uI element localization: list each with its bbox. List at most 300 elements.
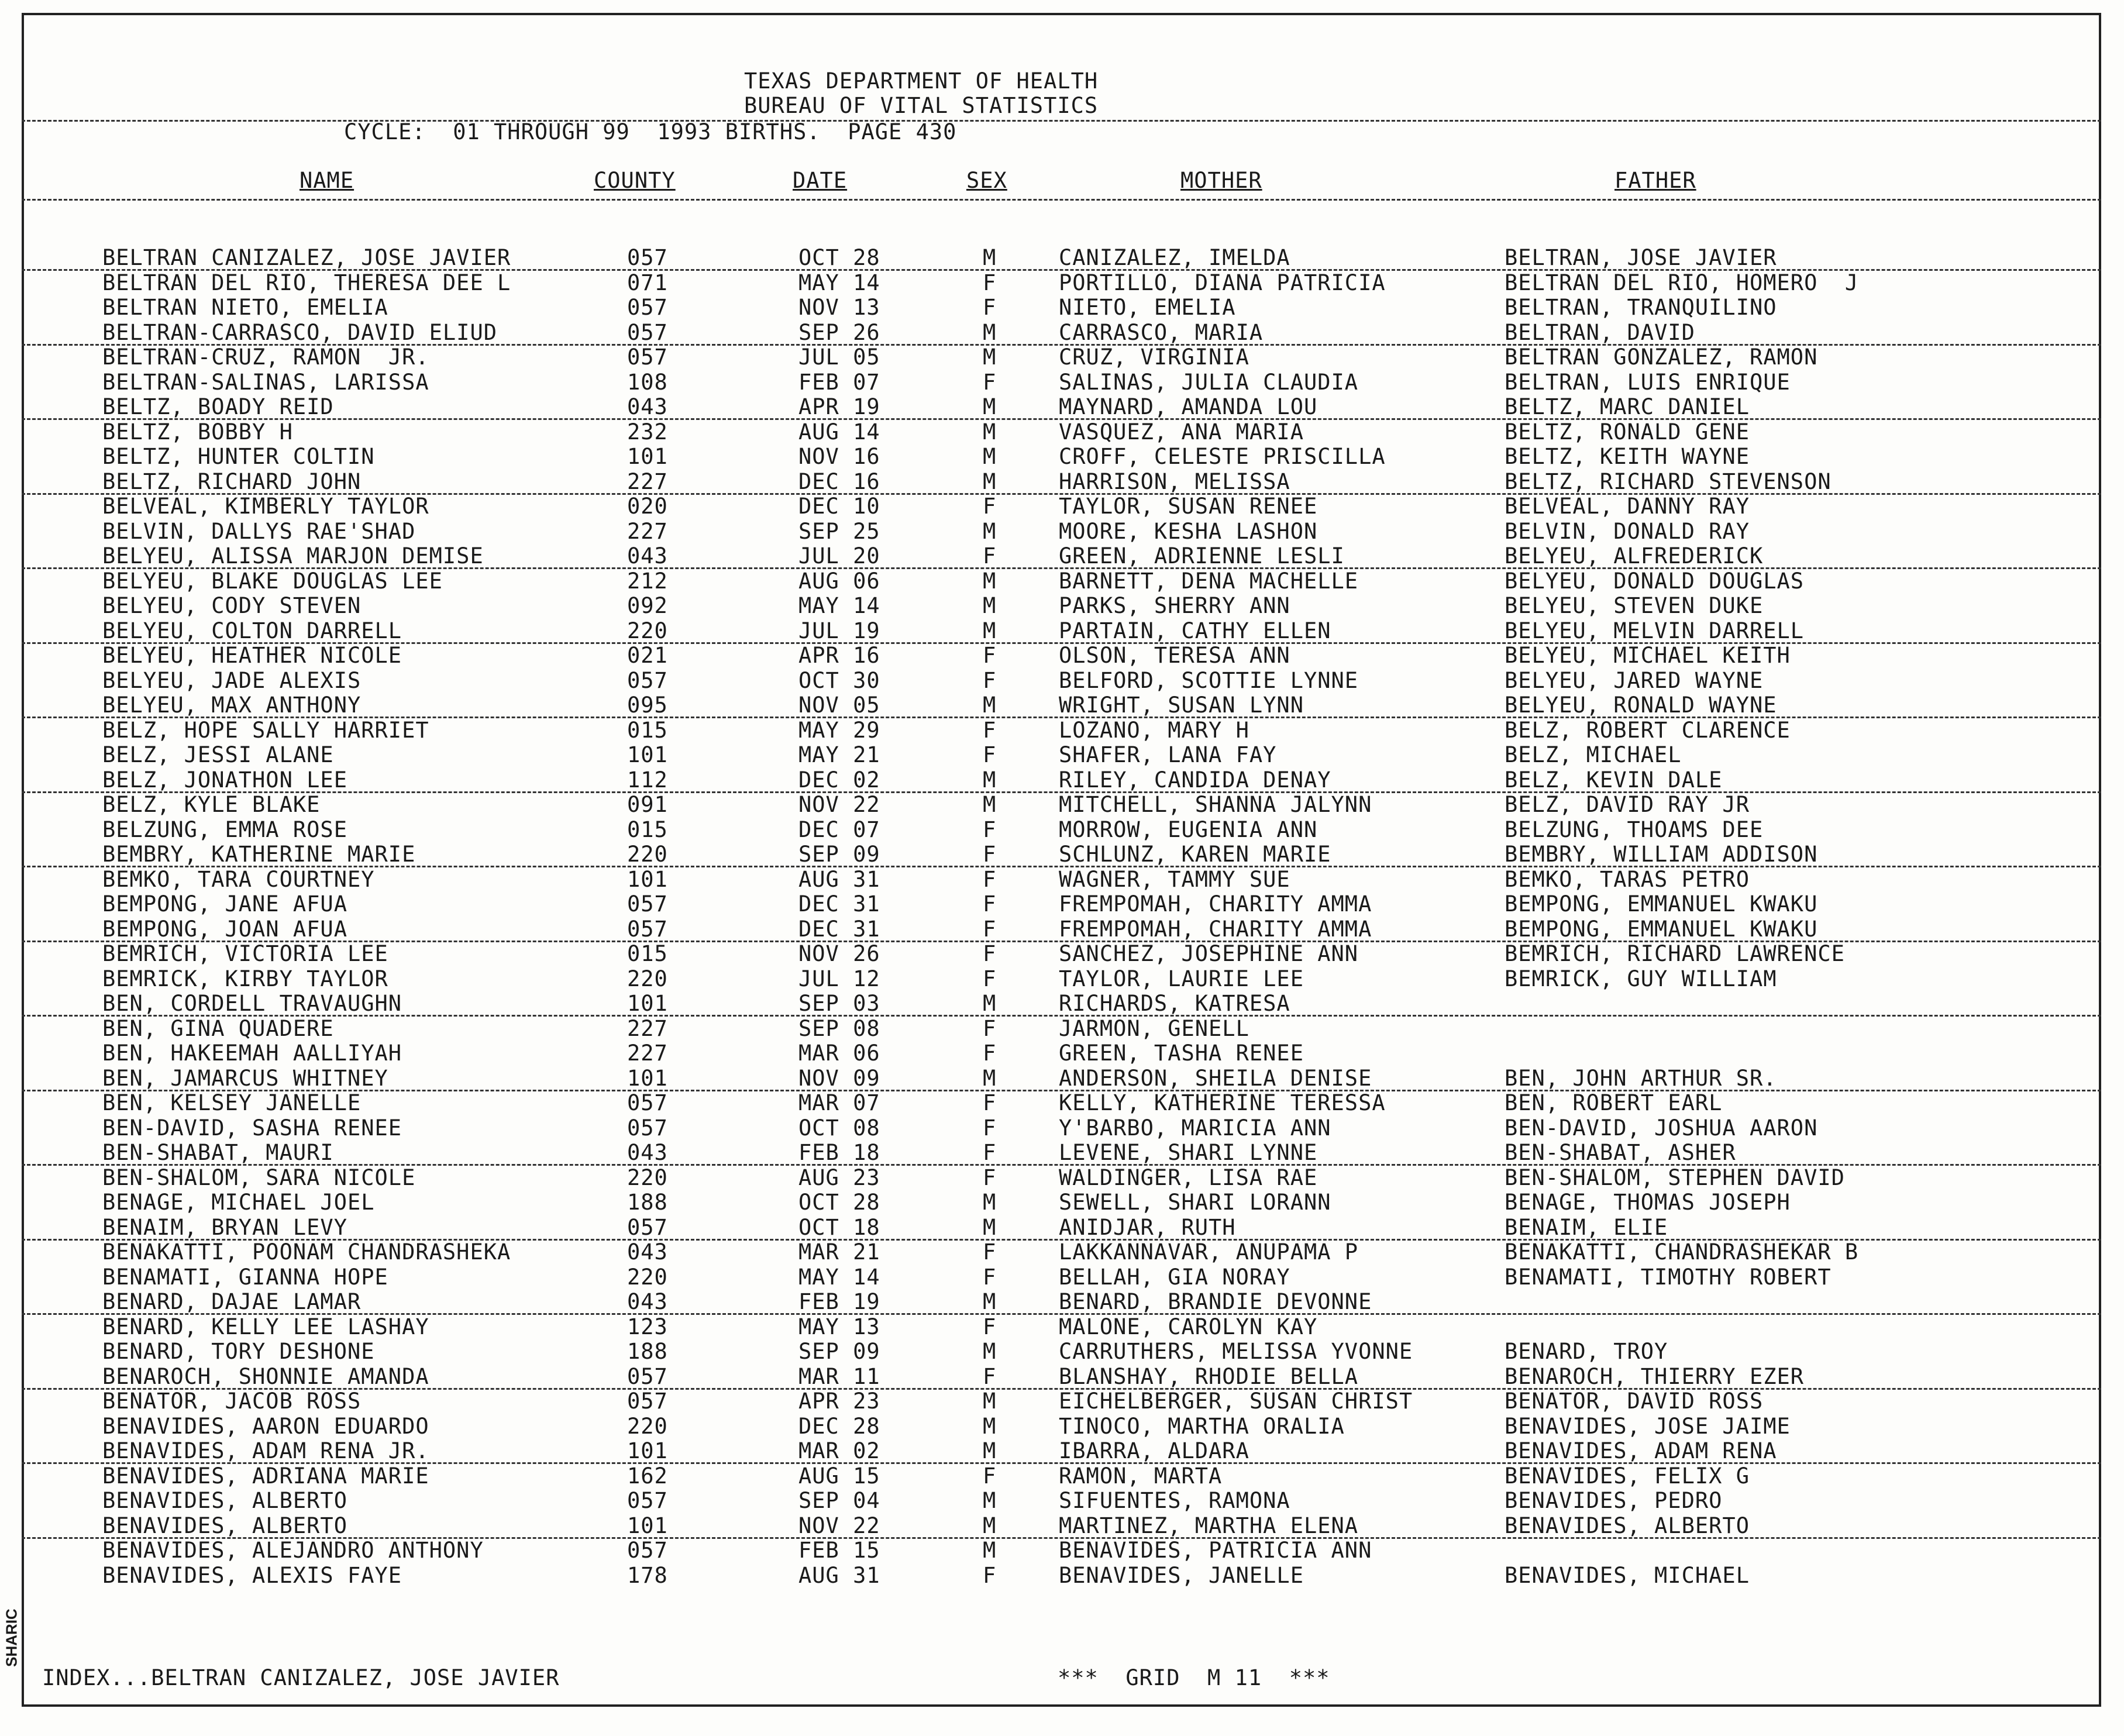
row-date: APR 19 — [798, 394, 880, 419]
row-date: APR 16 — [798, 643, 880, 668]
row-father: BELYEU, RONALD WAYNE — [1505, 693, 1777, 718]
row-county: 108 — [627, 369, 668, 395]
row-date: DEC 28 — [798, 1413, 880, 1439]
row-mother: RAMON, MARTA — [1059, 1463, 1223, 1489]
row-sex: F — [983, 1314, 997, 1339]
row-mother: MITCHELL, SHANNA JALYNN — [1059, 792, 1372, 817]
row-name: BEN, CORDELL TRAVAUGHN — [102, 991, 402, 1016]
row-date: MAR 21 — [798, 1239, 880, 1265]
row-name: BENAKATTI, POONAM CHANDRASHEKA — [102, 1239, 511, 1265]
row-county: 220 — [627, 1264, 668, 1290]
row-date: SEP 08 — [798, 1015, 880, 1041]
row-sex: M — [983, 1339, 997, 1364]
row-name: BELTRAN NIETO, EMELIA — [102, 295, 388, 320]
row-county: 057 — [627, 1538, 668, 1563]
row-sex: M — [983, 394, 997, 419]
row-name: BENARD, KELLY LEE LASHAY — [102, 1314, 429, 1339]
row-county: 178 — [627, 1562, 668, 1588]
row-name: BEMKO, TARA COURTNEY — [102, 866, 375, 892]
row-name: BELZ, JESSI ALANE — [102, 742, 334, 767]
row-father: BENAVIDES, ALBERTO — [1505, 1513, 1750, 1538]
row-date: FEB 15 — [798, 1538, 880, 1563]
row-mother: CARRUTHERS, MELISSA YVONNE — [1059, 1339, 1413, 1364]
row-father: BEN-SHABAT, ASHER — [1505, 1140, 1736, 1165]
row-county: 188 — [627, 1190, 668, 1215]
row-sex: M — [983, 444, 997, 469]
row-county: 188 — [627, 1339, 668, 1364]
row-date: MAY 13 — [798, 1314, 880, 1339]
row-date: SEP 25 — [798, 518, 880, 544]
row-county: 057 — [627, 245, 668, 270]
row-father: BELTZ, MARC DANIEL — [1505, 394, 1750, 419]
row-county: 162 — [627, 1463, 668, 1489]
row-sex: M — [983, 518, 997, 544]
row-county: 057 — [627, 345, 668, 370]
row-father: BENAVIDES, PEDRO — [1505, 1488, 1723, 1513]
row-name: BELYEU, CODY STEVEN — [102, 593, 362, 618]
row-date: MAY 29 — [798, 717, 880, 743]
row-mother: BENAVIDES, JANELLE — [1059, 1562, 1304, 1588]
row-mother: Y'BARBO, MARICIA ANN — [1059, 1115, 1331, 1141]
row-sex: M — [983, 1214, 997, 1240]
row-father: BELTZ, RONALD GENE — [1505, 419, 1750, 445]
row-father: BENAROCH, THIERRY EZER — [1505, 1363, 1805, 1389]
row-sex: F — [983, 817, 997, 842]
row-date: OCT 18 — [798, 1214, 880, 1240]
row-sex: F — [983, 1562, 997, 1588]
row-sex: F — [983, 866, 997, 892]
row-name: BENAVIDES, ADRIANA MARIE — [102, 1463, 429, 1489]
row-name: BELZ, HOPE SALLY HARRIET — [102, 717, 429, 743]
col-header-county: COUNTY — [594, 168, 676, 193]
row-father: BELTRAN, JOSE JAVIER — [1505, 245, 1777, 270]
row-name: BELTRAN-SALINAS, LARISSA — [102, 369, 429, 395]
row-sex: M — [983, 1389, 997, 1414]
row-mother: SALINAS, JULIA CLAUDIA — [1059, 369, 1359, 395]
row-father: BENAKATTI, CHANDRASHEKAR B — [1505, 1239, 1859, 1265]
row-date: SEP 09 — [798, 1339, 880, 1364]
row-date: MAR 07 — [798, 1090, 880, 1115]
row-father: BEMKO, TARAS PETRO — [1505, 866, 1750, 892]
row-date: NOV 26 — [798, 941, 880, 966]
row-father: BELTRAN, LUIS ENRIQUE — [1505, 369, 1791, 395]
row-name: BEMBRY, KATHERINE MARIE — [102, 842, 416, 867]
row-county: 220 — [627, 842, 668, 867]
col-header-name: NAME — [300, 168, 354, 193]
row-name: BELVEAL, KIMBERLY TAYLOR — [102, 494, 429, 519]
row-mother: JARMON, GENELL — [1059, 1015, 1249, 1041]
row-name: BENAVIDES, ADAM RENA JR. — [102, 1438, 429, 1463]
row-mother: TINOCO, MARTHA ORALIA — [1059, 1413, 1345, 1439]
row-date: APR 23 — [798, 1389, 880, 1414]
row-date: OCT 30 — [798, 667, 880, 693]
row-father: BEMRICK, GUY WILLIAM — [1505, 966, 1777, 991]
row-name: BEN, HAKEEMAH AALLIYAH — [102, 1041, 402, 1066]
row-date: JUL 20 — [798, 543, 880, 569]
row-date: AUG 31 — [798, 1562, 880, 1588]
row-name: BELZ, KYLE BLAKE — [102, 792, 321, 817]
row-date: DEC 31 — [798, 891, 880, 917]
row-father: BELYEU, ALFREDERICK — [1505, 543, 1764, 569]
row-county: 021 — [627, 643, 668, 668]
row-date: SEP 03 — [798, 991, 880, 1016]
row-name: BELYEU, BLAKE DOUGLAS LEE — [102, 568, 443, 594]
cycle-line: CYCLE: 01 THROUGH 99 1993 BIRTHS. PAGE 430 — [344, 119, 957, 144]
row-sex: M — [983, 1488, 997, 1513]
col-header-father: FATHER — [1614, 168, 1696, 193]
row-name: BELTZ, BOBBY H — [102, 419, 293, 445]
row-date: DEC 07 — [798, 817, 880, 842]
row-sex: M — [983, 319, 997, 345]
row-name: BEMPONG, JOAN AFUA — [102, 916, 347, 942]
row-father: BELYEU, MELVIN DARRELL — [1505, 618, 1805, 643]
row-date: MAR 11 — [798, 1363, 880, 1389]
row-county: 057 — [627, 667, 668, 693]
row-county: 057 — [627, 1214, 668, 1240]
row-sex: M — [983, 693, 997, 718]
row-county: 101 — [627, 1438, 668, 1463]
row-sex: F — [983, 966, 997, 991]
row-date: MAY 14 — [798, 1264, 880, 1290]
row-father: BENAVIDES, MICHAEL — [1505, 1562, 1750, 1588]
row-county: 057 — [627, 1090, 668, 1115]
row-county: 015 — [627, 717, 668, 743]
row-mother: WRIGHT, SUSAN LYNN — [1059, 693, 1304, 718]
row-name: BENAVIDES, ALBERTO — [102, 1513, 347, 1538]
row-sex: F — [983, 1264, 997, 1290]
row-name: BEMRICH, VICTORIA LEE — [102, 941, 388, 966]
row-sex: M — [983, 1538, 997, 1563]
row-mother: TAYLOR, LAURIE LEE — [1059, 966, 1304, 991]
row-name: BENARD, TORY DESHONE — [102, 1339, 375, 1364]
row-sex: F — [983, 1140, 997, 1165]
row-father: BELYEU, STEVEN DUKE — [1505, 593, 1764, 618]
row-name: BEMRICK, KIRBY TAYLOR — [102, 966, 388, 991]
row-county: 071 — [627, 270, 668, 295]
row-father: BEMPONG, EMMANUEL KWAKU — [1505, 891, 1818, 917]
row-name: BEN, JAMARCUS WHITNEY — [102, 1065, 388, 1091]
row-date: NOV 09 — [798, 1065, 880, 1091]
row-county: 095 — [627, 693, 668, 718]
row-mother: SHAFER, LANA FAY — [1059, 742, 1277, 767]
row-county: 043 — [627, 1289, 668, 1314]
row-name: BELYEU, ALISSA MARJON DEMISE — [102, 543, 484, 569]
row-county: 220 — [627, 1413, 668, 1439]
row-date: MAY 14 — [798, 593, 880, 618]
row-sex: M — [983, 469, 997, 494]
row-date: DEC 10 — [798, 494, 880, 519]
row-county: 212 — [627, 568, 668, 594]
row-date: NOV 22 — [798, 1513, 880, 1538]
row-sex: F — [983, 369, 997, 395]
row-mother: OLSON, TERESA ANN — [1059, 643, 1290, 668]
row-name: BENARD, DAJAE LAMAR — [102, 1289, 362, 1314]
row-father: BELZ, MICHAEL — [1505, 742, 1682, 767]
row-date: MAY 21 — [798, 742, 880, 767]
row-date: SEP 09 — [798, 842, 880, 867]
index-line: INDEX...BELTRAN CANIZALEZ, JOSE JAVIER — [42, 1665, 560, 1690]
row-father: BELTRAN, TRANQUILINO — [1505, 295, 1777, 320]
row-sex: M — [983, 1289, 997, 1314]
row-date: OCT 28 — [798, 1190, 880, 1215]
row-name: BELTRAN DEL RIO, THERESA DEE L — [102, 270, 511, 295]
row-county: 043 — [627, 394, 668, 419]
row-father: BENAIM, ELIE — [1505, 1214, 1668, 1240]
row-sex: M — [983, 1413, 997, 1439]
row-father: BENAGE, THOMAS JOSEPH — [1505, 1190, 1791, 1215]
row-mother: RICHARDS, KATRESA — [1059, 991, 1290, 1016]
row-father: BEMRICH, RICHARD LAWRENCE — [1505, 941, 1845, 966]
row-name: BELYEU, MAX ANTHONY — [102, 693, 362, 718]
row-father: BEMPONG, EMMANUEL KWAKU — [1505, 916, 1818, 942]
row-county: 101 — [627, 742, 668, 767]
row-father: BENARD, TROY — [1505, 1339, 1668, 1364]
row-mother: VASQUEZ, ANA MARIA — [1059, 419, 1304, 445]
row-sex: M — [983, 345, 997, 370]
row-county: 057 — [627, 295, 668, 320]
row-mother: HARRISON, MELISSA — [1059, 469, 1290, 494]
row-mother: LOZANO, MARY H — [1059, 717, 1249, 743]
row-sex: F — [983, 1041, 997, 1066]
row-mother: GREEN, ADRIENNE LESLI — [1059, 543, 1345, 569]
row-county: 101 — [627, 866, 668, 892]
row-county: 101 — [627, 1065, 668, 1091]
row-sex: F — [983, 916, 997, 942]
row-county: 015 — [627, 941, 668, 966]
row-county: 227 — [627, 1015, 668, 1041]
row-father: BELYEU, JARED WAYNE — [1505, 667, 1764, 693]
row-county: 232 — [627, 419, 668, 445]
row-date: JUL 05 — [798, 345, 880, 370]
row-mother: SEWELL, SHARI LORANN — [1059, 1190, 1331, 1215]
row-county: 220 — [627, 618, 668, 643]
row-date: FEB 07 — [798, 369, 880, 395]
row-date: AUG 14 — [798, 419, 880, 445]
margin-stamp — [0, 1568, 23, 1708]
row-mother: BLANSHAY, RHODIE BELLA — [1059, 1363, 1359, 1389]
row-county: 220 — [627, 966, 668, 991]
row-sex: F — [983, 891, 997, 917]
row-mother: BENARD, BRANDIE DEVONNE — [1059, 1289, 1372, 1314]
col-header-date: DATE — [793, 168, 848, 193]
row-sex: F — [983, 717, 997, 743]
row-sex: F — [983, 1239, 997, 1265]
row-father: BENAVIDES, JOSE JAIME — [1505, 1413, 1791, 1439]
row-date: NOV 22 — [798, 792, 880, 817]
row-mother: NIETO, EMELIA — [1059, 295, 1236, 320]
row-father: BELVIN, DONALD RAY — [1505, 518, 1750, 544]
row-name: BELYEU, HEATHER NICOLE — [102, 643, 402, 668]
row-mother: PARTAIN, CATHY ELLEN — [1059, 618, 1331, 643]
row-mother: BENAVIDES, PATRICIA ANN — [1059, 1538, 1372, 1563]
row-mother: CARRASCO, MARIA — [1059, 319, 1264, 345]
row-county: 043 — [627, 1239, 668, 1265]
row-father: BEN-DAVID, JOSHUA AARON — [1505, 1115, 1818, 1141]
row-name: BEN, GINA QUADERE — [102, 1015, 334, 1041]
row-sex: F — [983, 1165, 997, 1190]
row-date: DEC 16 — [798, 469, 880, 494]
row-name: BEN-SHABAT, MAURI — [102, 1140, 334, 1165]
row-county: 091 — [627, 792, 668, 817]
row-name: BELTZ, RICHARD JOHN — [102, 469, 362, 494]
row-sex: M — [983, 1438, 997, 1463]
row-sex: F — [983, 842, 997, 867]
row-date: AUG 15 — [798, 1463, 880, 1489]
row-father: BELZUNG, THOAMS DEE — [1505, 817, 1764, 842]
row-name: BELZUNG, EMMA ROSE — [102, 817, 347, 842]
row-mother: GREEN, TASHA RENEE — [1059, 1041, 1304, 1066]
row-mother: MOORE, KESHA LASHON — [1059, 518, 1318, 544]
row-date: JUL 19 — [798, 618, 880, 643]
row-mother: KELLY, KATHERINE TERESSA — [1059, 1090, 1386, 1115]
row-county: 057 — [627, 916, 668, 942]
row-mother: ANIDJAR, RUTH — [1059, 1214, 1236, 1240]
row-mother: WAGNER, TAMMY SUE — [1059, 866, 1290, 892]
row-county: 043 — [627, 543, 668, 569]
row-father: BENATOR, DAVID ROSS — [1505, 1389, 1764, 1414]
row-county: 112 — [627, 767, 668, 793]
row-name: BELVIN, DALLYS RAE'SHAD — [102, 518, 416, 544]
row-name: BELTZ, BOADY REID — [102, 394, 334, 419]
row-sex: F — [983, 1015, 997, 1041]
row-mother: PARKS, SHERRY ANN — [1059, 593, 1290, 618]
row-date: NOV 16 — [798, 444, 880, 469]
row-mother: BARNETT, DENA MACHELLE — [1059, 568, 1359, 594]
row-sex: F — [983, 1363, 997, 1389]
row-name: BENATOR, JACOB ROSS — [102, 1389, 362, 1414]
department-title: TEXAS DEPARTMENT OF HEALTH — [744, 68, 1099, 94]
row-name: BENAGE, MICHAEL JOEL — [102, 1190, 375, 1215]
row-father: BELVEAL, DANNY RAY — [1505, 494, 1750, 519]
row-date: MAR 02 — [798, 1438, 880, 1463]
row-sex: F — [983, 742, 997, 767]
row-sex: F — [983, 543, 997, 569]
bureau-title: BUREAU OF VITAL STATISTICS — [744, 93, 1099, 118]
row-mother: CRUZ, VIRGINIA — [1059, 345, 1249, 370]
row-father: BELTRAN DEL RIO, HOMERO J — [1505, 270, 1859, 295]
row-county: 057 — [627, 1115, 668, 1141]
row-sex: M — [983, 1513, 997, 1538]
row-county: 057 — [627, 1488, 668, 1513]
row-sex: M — [983, 618, 997, 643]
row-father: BELYEU, DONALD DOUGLAS — [1505, 568, 1805, 594]
row-name: BENAMATI, GIANNA HOPE — [102, 1264, 388, 1290]
row-name: BEN-DAVID, SASHA RENEE — [102, 1115, 402, 1141]
row-father: BELTRAN, DAVID — [1505, 319, 1695, 345]
row-father: BELZ, ROBERT CLARENCE — [1505, 717, 1791, 743]
row-county: 220 — [627, 1165, 668, 1190]
row-county: 015 — [627, 817, 668, 842]
row-name: BEN-SHALOM, SARA NICOLE — [102, 1165, 416, 1190]
row-county: 057 — [627, 1389, 668, 1414]
row-sex: M — [983, 419, 997, 445]
row-father: BENAMATI, TIMOTHY ROBERT — [1505, 1264, 1832, 1290]
row-sex: M — [983, 991, 997, 1016]
row-name: BEMPONG, JANE AFUA — [102, 891, 347, 917]
row-name: BENAVIDES, ALBERTO — [102, 1488, 347, 1513]
row-date: FEB 18 — [798, 1140, 880, 1165]
row-date: SEP 26 — [798, 319, 880, 345]
row-date: MAR 06 — [798, 1041, 880, 1066]
row-father: BELTRAN GONZALEZ, RAMON — [1505, 345, 1818, 370]
row-mother: CANIZALEZ, IMELDA — [1059, 245, 1290, 270]
row-mother: WALDINGER, LISA RAE — [1059, 1165, 1318, 1190]
row-sex: F — [983, 1090, 997, 1115]
row-date: NOV 05 — [798, 693, 880, 718]
row-county: 101 — [627, 991, 668, 1016]
row-date: DEC 31 — [798, 916, 880, 942]
row-name: BENAROCH, SHONNIE AMANDA — [102, 1363, 429, 1389]
row-county: 057 — [627, 891, 668, 917]
col-header-sex: SEX — [966, 168, 1007, 193]
row-mother: TAYLOR, SUSAN RENEE — [1059, 494, 1318, 519]
row-name: BEN, KELSEY JANELLE — [102, 1090, 362, 1115]
row-mother: ANDERSON, SHEILA DENISE — [1059, 1065, 1372, 1091]
row-sex: F — [983, 667, 997, 693]
row-date: SEP 04 — [798, 1488, 880, 1513]
row-father: BELTZ, RICHARD STEVENSON — [1505, 469, 1832, 494]
row-sex: M — [983, 245, 997, 270]
row-date: DEC 02 — [798, 767, 880, 793]
row-name: BELTRAN-CRUZ, RAMON JR. — [102, 345, 429, 370]
row-date: MAY 14 — [798, 270, 880, 295]
row-sex: M — [983, 1065, 997, 1091]
margin-stamp-text: SHARIC — [2, 1608, 20, 1667]
row-mother: CROFF, CELESTE PRISCILLA — [1059, 444, 1386, 469]
row-name: BENAVIDES, ALEJANDRO ANTHONY — [102, 1538, 484, 1563]
row-father: BEMBRY, WILLIAM ADDISON — [1505, 842, 1818, 867]
row-sex: M — [983, 1190, 997, 1215]
col-header-mother: MOTHER — [1180, 168, 1262, 193]
row-mother: SIFUENTES, RAMONA — [1059, 1488, 1290, 1513]
row-sex: M — [983, 593, 997, 618]
row-father: BEN, ROBERT EARL — [1505, 1090, 1723, 1115]
row-name: BELTRAN CANIZALEZ, JOSE JAVIER — [102, 245, 511, 270]
row-date: OCT 28 — [798, 245, 880, 270]
row-mother: PORTILLO, DIANA PATRICIA — [1059, 270, 1386, 295]
grid-marker: *** GRID M 11 *** — [1058, 1665, 1330, 1690]
row-mother: LAKKANNAVAR, ANUPAMA P — [1059, 1239, 1359, 1265]
column-header-divider — [22, 199, 2101, 201]
row-county: 092 — [627, 593, 668, 618]
row-father: BEN-SHALOM, STEPHEN DAVID — [1505, 1165, 1845, 1190]
row-mother: MORROW, EUGENIA ANN — [1059, 817, 1318, 842]
row-county: 101 — [627, 444, 668, 469]
row-father: BENAVIDES, ADAM RENA — [1505, 1438, 1777, 1463]
row-name: BELYEU, JADE ALEXIS — [102, 667, 362, 693]
row-sex: F — [983, 643, 997, 668]
row-mother: RILEY, CANDIDA DENAY — [1059, 767, 1331, 793]
row-mother: IBARRA, ALDARA — [1059, 1438, 1249, 1463]
row-name: BELTZ, HUNTER COLTIN — [102, 444, 375, 469]
row-mother: FREMPOMAH, CHARITY AMMA — [1059, 891, 1372, 917]
row-mother: BELLAH, GIA NORAY — [1059, 1264, 1290, 1290]
row-county: 123 — [627, 1314, 668, 1339]
row-name: BELYEU, COLTON DARRELL — [102, 618, 402, 643]
row-mother: EICHELBERGER, SUSAN CHRIST — [1059, 1389, 1413, 1414]
row-mother: SCHLUNZ, KAREN MARIE — [1059, 842, 1331, 867]
row-date: JUL 12 — [798, 966, 880, 991]
row-mother: FREMPOMAH, CHARITY AMMA — [1059, 916, 1372, 942]
row-mother: MALONE, CAROLYN KAY — [1059, 1314, 1318, 1339]
row-county: 057 — [627, 1363, 668, 1389]
row-father: BELZ, DAVID RAY JR — [1505, 792, 1750, 817]
row-name: BELZ, JONATHON LEE — [102, 767, 347, 793]
row-name: BENAVIDES, ALEXIS FAYE — [102, 1562, 402, 1588]
row-name: BELTRAN-CARRASCO, DAVID ELIUD — [102, 319, 498, 345]
row-county: 043 — [627, 1140, 668, 1165]
row-date: AUG 06 — [798, 568, 880, 594]
